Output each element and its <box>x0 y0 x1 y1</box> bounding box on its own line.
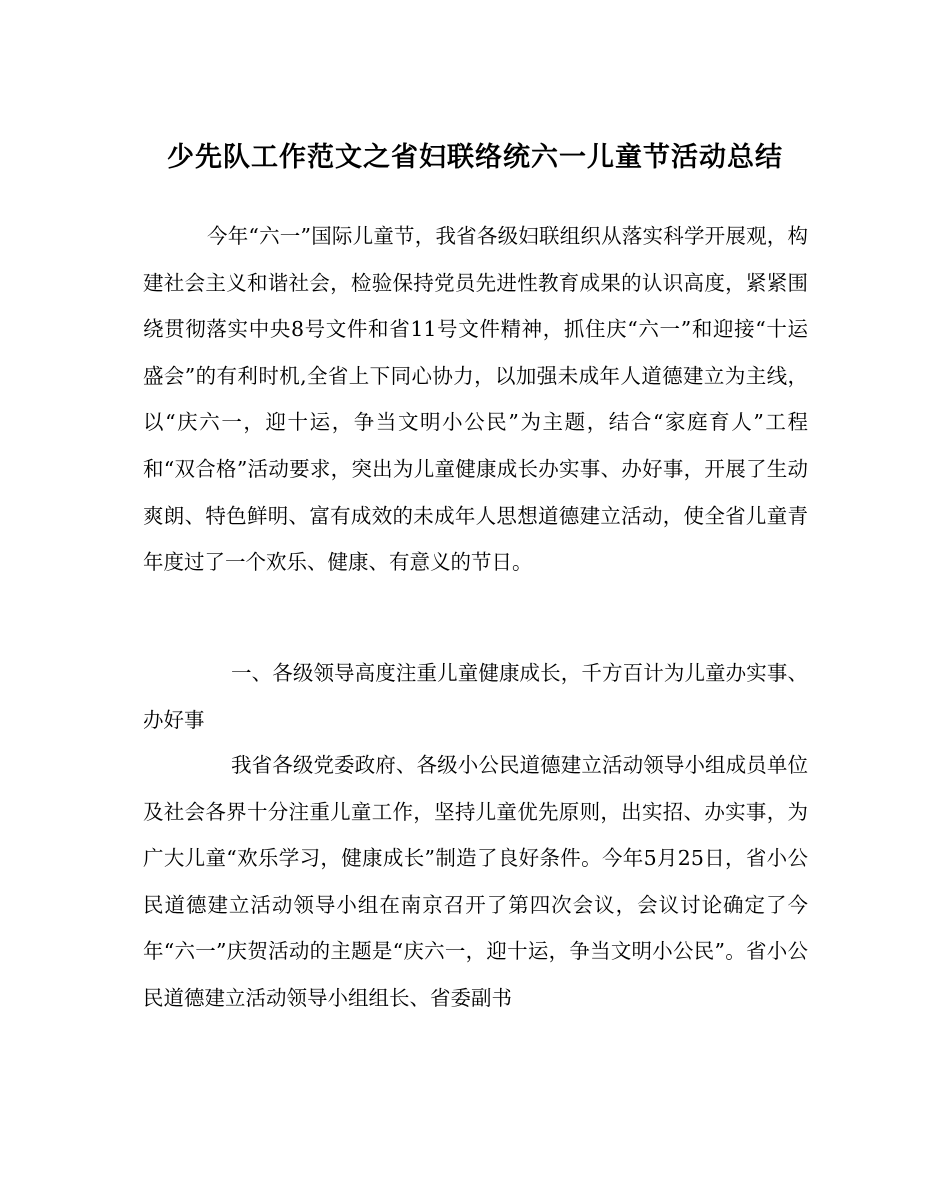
paragraph-text: 今年“六一”国际儿童节，我省各级妇联组织从落实科学开展观，构建社会主义和谐社会，检验保持党员先进性教育成果的认识高度，紧紧围绕贯彻落实中央8号文件和省11号文件精神，抓住庆“六一”和迎接“十运盛会”的有利时机,全省上下同心协力，以加强未成年人道德建立为主线，以“庆六一，迎十运，争当文明小公民”为主题，结合“家庭育人”工程和“双合格”活动要求，突出为儿童健康成长办实事、办好事，开展了生动爽朗、特色鲜明、富有成效的未成年人思想道德建立活动，使全省儿童青年度过了一个欢乐、健康、有意义的节日。 <box>143 224 808 575</box>
document-title: 少先队工作范文之省妇联络统六一儿童节活动总结 <box>167 142 783 173</box>
section-heading-1 <box>143 650 808 743</box>
paragraph-text: 我省各级党委政府、各级小公民道德建立活动领导小组成员单位及社会各界十分注重儿童工作，坚持儿童优先原则，出实招、办实事，为广大儿童“欢乐学习，健康成长”制造了良好条件。今年5月25日，省小公民道德建立活动领导小组在南京召开了第四次会议，会议讨论确定了今年“六一”庆贺活动的主题是“庆六一，迎十运，争当文明小公民”。省小公民道德建立活动领导小组组长、省委副书 <box>143 753 808 1010</box>
paragraph-section-1 <box>143 742 808 1022</box>
paragraph-intro <box>143 213 808 586</box>
section-heading-text: 一、各级领导高度注重儿童健康成长，千方百计为儿童办实事、办好事 <box>143 661 808 732</box>
